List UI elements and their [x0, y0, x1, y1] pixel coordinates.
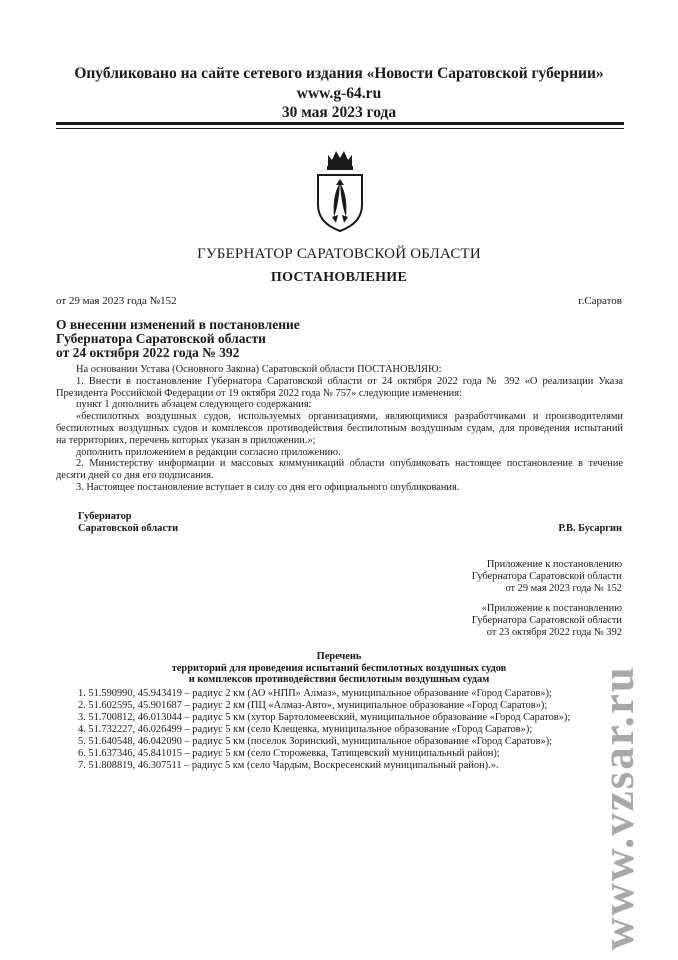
publication-line-1: Опубликовано на сайте сетевого издания «Новости Саратовской губернии»	[74, 65, 604, 82]
body-paragraph: дополнить приложением в редакции согласно приложению.	[76, 446, 341, 458]
body-paragraph: 2. Министерству информации и массовых коммуникаций области опубликовать настоящее постановление в течение	[76, 458, 623, 470]
body-paragraph: десяти дней со дня его подписания.	[56, 470, 214, 482]
title-line-1: О внесении изменений в постановление	[56, 317, 300, 332]
body-paragraph: «беспилотных воздушных судов, используемых организациями, являющимися разработчиками и производителями	[76, 411, 623, 423]
title-line-2: Губернатора Саратовской области	[56, 331, 266, 346]
body-paragraph: на территориях, перечень которых указан в приложении.»;	[56, 434, 316, 446]
watermark: www.vzsar.ru	[593, 665, 643, 950]
territory-list	[78, 688, 570, 772]
list-item: 7. 51.808819, 46.307511 – радиус 5 км (село Чардым, Воскресенский муниципальный район).».	[78, 760, 499, 771]
list-item: 1. 51.590990, 45.943419 – радиус 2 км (АО «НПП» Алмаз», муниципальное образование «Город Саратов»);	[78, 688, 552, 699]
body-paragraph: беспилотных воздушных судов и комплексов противодействия беспилотным воздушным судам, для проведения испытаний	[56, 422, 623, 434]
publication-date: 30 мая 2023 года	[281, 104, 397, 121]
publication-site: www.g-64.ru	[296, 85, 382, 102]
appendix-line: «Приложение к постановлению	[481, 603, 622, 614]
appendix-line: от 23 октября 2022 года № 392	[486, 627, 622, 638]
document-date-number: от 29 мая 2023 года №152	[56, 295, 177, 307]
body-paragraph: 1. Внести в постановление Губернатора Саратовской области от 24 октября 2022 года № 392 «О реализации Указа	[76, 375, 623, 387]
header-rule-thin	[56, 128, 624, 129]
document-type: ПОСТАНОВЛЕНИЕ	[270, 270, 408, 285]
appendix-note-original	[362, 603, 622, 639]
body-paragraph: пункт 1 дополнить абзацем следующего содержания:	[76, 399, 312, 411]
header-rule-thick	[56, 122, 624, 125]
list-subheading-1: территорий для проведения испытаний беспилотных воздушных судов	[171, 663, 507, 674]
list-heading: Перечень	[316, 651, 362, 662]
list-item: 2. 51.602595, 45.901687 – радиус 2 км (ПЦ «Алмаз-Авто», муниципальное образование «Город Саратов»);	[78, 700, 548, 711]
body-paragraph: 3. Настоящее постановление вступает в силу со дня его официального опубликования.	[76, 481, 460, 493]
signature-position-line-1: Губернатор	[78, 511, 132, 522]
appendix-line: Приложение к постановлению	[486, 559, 622, 570]
signature-position-line-2: Саратовской области	[78, 523, 179, 534]
appendix-line: от 29 мая 2023 года № 152	[505, 583, 622, 594]
appendix-line: Губернатора Саратовской области	[471, 615, 622, 626]
appendix-note-current	[362, 559, 622, 595]
signature-position	[78, 511, 178, 535]
appendix-line: Губернатора Саратовской области	[471, 571, 622, 582]
body-paragraph: На основании Устава (Основного Закона) Саратовской области ПОСТАНОВЛЯЮ:	[76, 364, 442, 375]
document-place: г.Саратов	[578, 295, 622, 307]
document-title	[56, 318, 300, 360]
issuer-title: ГУБЕРНАТОР САРАТОВСКОЙ ОБЛАСТИ	[197, 246, 481, 262]
list-item: 6. 51.637346, 45.841015 – радиус 5 км (село Сторожевка, Татищевский муниципальный район);	[78, 748, 500, 759]
body-paragraph: Президента Российской Федерации от 19 октября 2022 года № 757» следующие изменения:	[56, 387, 462, 399]
title-line-3: от 24 октября 2022 года № 392	[56, 345, 240, 360]
saratov-coat-of-arms-icon	[312, 145, 368, 233]
list-item: 4. 51.732227, 46.026499 – радиус 5 км (село Клещевка, муниципальное образование «Город Саратов»);	[78, 724, 533, 735]
list-item: 3. 51.700812, 46.013044 – радиус 5 км (хутор Бартоломеевский, муниципальное образование «Город Саратов»);	[78, 712, 571, 723]
list-subheading-2: и комплексов противодействия беспилотным воздушным судам	[188, 674, 490, 685]
signature-name: Р.В. Бусаргин	[558, 523, 622, 534]
list-item: 5. 51.640548, 46.042090 – радиус 5 км (поселок Зоринский, муниципальное образование «Город Саратов»);	[78, 736, 553, 747]
document-body	[56, 364, 623, 494]
